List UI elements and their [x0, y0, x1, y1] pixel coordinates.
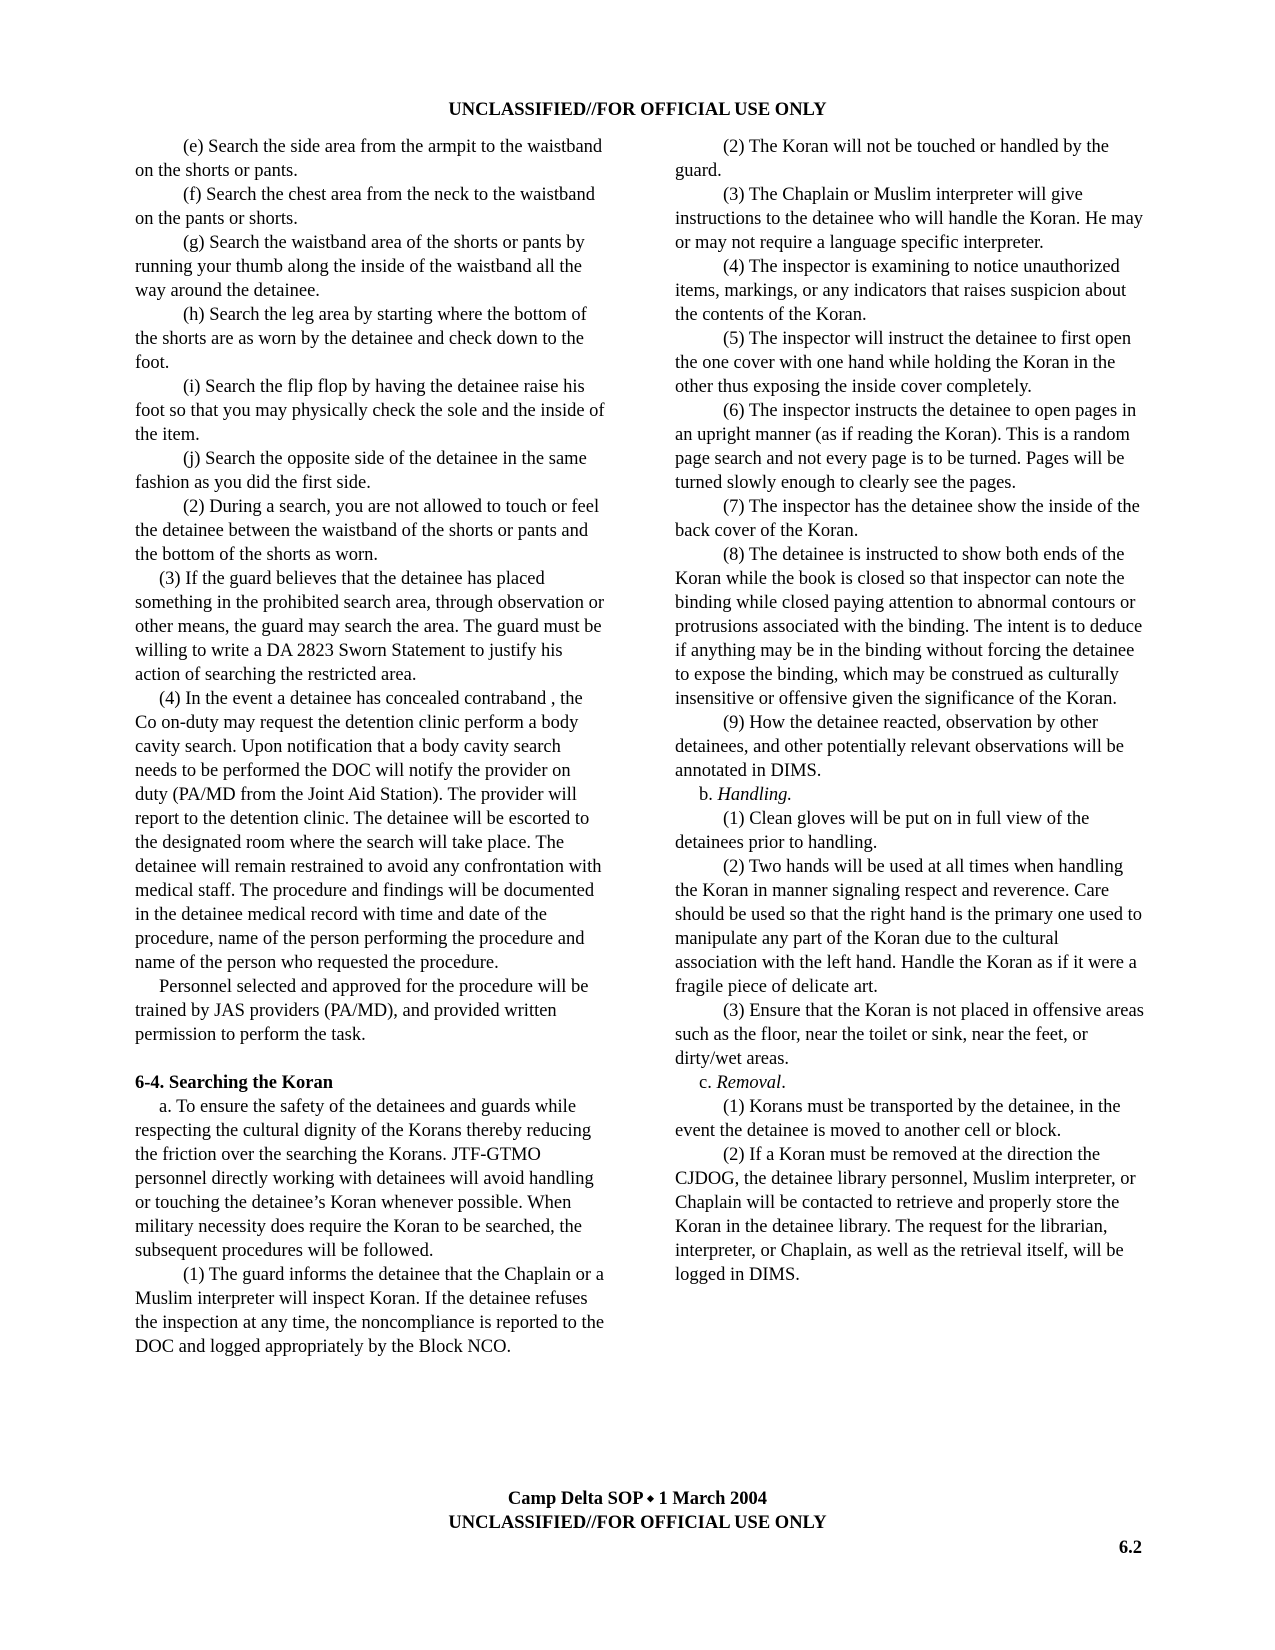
- paragraph-text: .: [781, 1073, 786, 1093]
- paragraph-text: (4) The inspector is examining to notice unauthorized items, markings, or any indicators that raises suspicion about the contents of the Koran.: [675, 257, 1127, 325]
- paragraph: [135, 495, 605, 567]
- paragraph: [135, 975, 605, 1047]
- paragraph: [675, 999, 1145, 1071]
- paragraph-text: (1) Clean gloves will be put on in full view of the detainees prior to handling.: [675, 809, 1090, 853]
- paragraph: [675, 783, 1145, 807]
- paragraph: [675, 135, 1145, 183]
- paragraph: [135, 1263, 605, 1359]
- paragraph: [675, 855, 1145, 999]
- paragraph: [675, 399, 1145, 495]
- paragraph-text: (e) Search the side area from the armpit to the waistband on the shorts or pants.: [135, 137, 603, 181]
- paragraph-text: (3) If the guard believes that the detainee has placed something in the prohibited search area, through observation or other means, the guard may search the area. The guard must be willing to write a DA 2823 Sworn Statement to justify his action of searching the restricted area.: [135, 569, 605, 685]
- right-column: [675, 135, 1145, 1287]
- paragraph: [675, 1143, 1145, 1287]
- section-heading: [135, 1071, 605, 1095]
- subsection-letter: c.: [699, 1073, 717, 1093]
- subsection-title: Handling.: [717, 785, 793, 805]
- paragraph-text: (2) Two hands will be used at all times when handling the Koran in manner signaling respect and reverence. Care should be used so that the right hand is the primary one used to manipulate any part of the Koran due to the cultural association with the left hand. Handle the Koran as if it were a fragile piece of delicate art.: [675, 857, 1143, 997]
- paragraph: [675, 711, 1145, 783]
- paragraph-text: (2) If a Koran must be removed at the direction the CJDOG, the detainee library personnel, Muslim interpreter, or Chaplain will be contacted to retrieve and properly store the Koran in the detainee library. The request for the librarian, interpreter, or Chaplain, as well as the retrieval itself, will be logged in DIMS.: [675, 1145, 1136, 1285]
- paragraph: [675, 543, 1145, 711]
- paragraph-text: (j) Search the opposite side of the detainee in the same fashion as you did the first side.: [135, 449, 587, 493]
- paragraph-text: (g) Search the waistband area of the shorts or pants by running your thumb along the inside of the waistband all the way around the detainee.: [135, 233, 585, 301]
- footer-sop-date: Camp Delta SOP ⬩ 1 March 2004: [507, 1489, 768, 1509]
- paragraph-text: (1) Korans must be transported by the detainee, in the event the detainee is moved to another cell or block.: [675, 1097, 1121, 1141]
- paragraph-text: (3) Ensure that the Koran is not placed in offensive areas such as the floor, near the toilet or sink, near the feet, or dirty/wet areas.: [675, 1001, 1144, 1069]
- paragraph-text: (7) The inspector has the detainee show the inside of the back cover of the Koran.: [675, 497, 1140, 541]
- paragraph: [675, 255, 1145, 327]
- paragraph: [135, 183, 605, 231]
- paragraph-text: 6-4. Searching the Koran: [135, 1073, 334, 1093]
- paragraph: [675, 327, 1145, 399]
- paragraph: [675, 495, 1145, 543]
- paragraph: [135, 135, 605, 183]
- paragraph-text: (2) During a search, you are not allowed to touch or feel the detainee between the waistband of the shorts or pants and the bottom of the shorts as worn.: [135, 497, 600, 565]
- paragraph-text: (1) The guard informs the detainee that the Chaplain or a Muslim interpreter will inspect Koran. If the detainee refuses the inspection at any time, the noncompliance is reported to the DOC and logged appropriately by the Block NCO.: [135, 1265, 605, 1357]
- paragraph-text: (6) The inspector instructs the detainee to open pages in an upright manner (as if reading the Koran). This is a random page search and not every page is to be turned. Pages will be turned slowly enough to clearly see the pages.: [675, 401, 1137, 493]
- paragraph-text: (3) The Chaplain or Muslim interpreter will give instructions to the detainee who will handle the Koran. He may or may not require a language specific interpreter.: [675, 185, 1144, 253]
- paragraph-text: (5) The inspector will instruct the detainee to first open the one cover with one hand while holding the Koran in the other thus exposing the inside cover completely.: [675, 329, 1132, 397]
- page-footer: [0, 1487, 1275, 1535]
- left-column: [135, 135, 605, 1359]
- paragraph: [135, 687, 605, 975]
- paragraph: [135, 303, 605, 375]
- paragraph-text: (9) How the detainee reacted, observation by other detainees, and other potentially relevant observations will be annotated in DIMS.: [675, 713, 1124, 781]
- paragraph-text: (4) In the event a detainee has concealed contraband , the Co on-duty may request the detention clinic perform a body cavity search. Upon notification that a body cavity search needs to be performed the DOC will notify the provider on duty (PA/MD from the Joint Aid Station). The provider will report to the detention clinic. The detainee will be escorted to the designated room where the search will take place. The detainee will remain restrained to avoid any confrontation with medical staff. The procedure and findings will be documented in the detainee medical record with time and date of the procedure, name of the person performing the procedure and name of the person who requested the procedure.: [135, 689, 602, 973]
- paragraph-text: (2) The Koran will not be touched or handled by the guard.: [675, 137, 1109, 181]
- paragraph: [675, 183, 1145, 255]
- paragraph: [135, 567, 605, 687]
- paragraph: [135, 231, 605, 303]
- paragraph-text: (i) Search the flip flop by having the detainee raise his foot so that you may physically check the sole and the inside of the item.: [135, 377, 605, 445]
- paragraph: [135, 375, 605, 447]
- subsection-title: Removal: [716, 1073, 782, 1093]
- classification-header: UNCLASSIFIED//FOR OFFICIAL USE ONLY: [448, 100, 827, 120]
- paragraph: [675, 1071, 1145, 1095]
- paragraph-text: (f) Search the chest area from the neck to the waistband on the pants or shorts.: [135, 185, 595, 229]
- page-number: 6.2: [1118, 1538, 1142, 1558]
- paragraph: [675, 807, 1145, 855]
- paragraph: [675, 1095, 1145, 1143]
- footer-classification: UNCLASSIFIED//FOR OFFICIAL USE ONLY: [448, 1513, 827, 1533]
- paragraph-text: (h) Search the leg area by starting where the bottom of the shorts are as worn by the detainee and check down to the foot.: [135, 305, 587, 373]
- paragraph-text: a. To ensure the safety of the detainees and guards while respecting the cultural dignity of the Korans thereby reducing the friction over the searching the Korans. JTF-GTMO personnel directly working with detainees will avoid handling or touching the detainee’s Koran whenever possible. When military necessity does require the Koran to be searched, the subsequent procedures will be followed.: [135, 1097, 594, 1261]
- paragraph-text: Personnel selected and approved for the procedure will be trained by JAS providers (PA/MD), and provided written permission to perform the task.: [135, 977, 589, 1045]
- paragraph-text: (8) The detainee is instructed to show both ends of the Koran while the book is closed so that inspector can note the binding while closed paying attention to abnormal contours or protrusions associated with the binding. The intent is to deduce if anything may be in the binding without forcing the detainee to expose the binding, which may be construed as culturally insensitive or offensive given the significance of the Koran.: [675, 545, 1143, 709]
- paragraph: [135, 447, 605, 495]
- paragraph: [135, 1095, 605, 1263]
- subsection-letter: b.: [699, 785, 718, 805]
